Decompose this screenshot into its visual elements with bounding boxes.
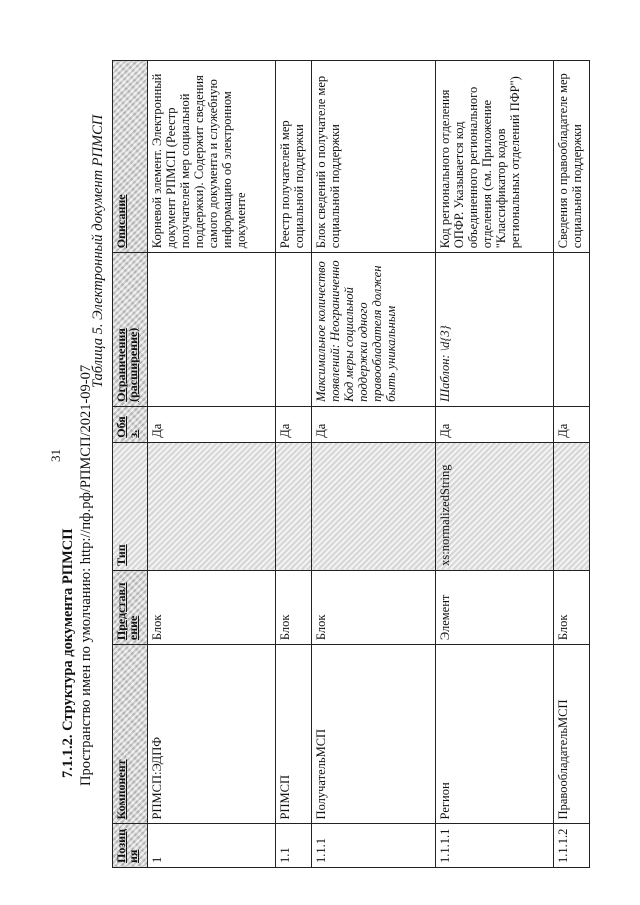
table-row (554, 61, 590, 868)
namespace-line: Пространство имен по умолчанию: http://пф.рф/РПМСП/2021-09-07 (78, 364, 94, 786)
cell-representation: Блок (148, 570, 276, 644)
cell-description: Реестр получателей мер социальной поддержки (276, 61, 312, 253)
header-component: Компонент (113, 645, 148, 824)
cell-representation: Элемент (436, 570, 554, 644)
cell-position: 1.1.1 (312, 824, 436, 868)
header-position: Позиц ия (113, 824, 148, 868)
cell-type (276, 442, 312, 570)
cell-component: РПМСП:ЭДПФ (148, 645, 276, 824)
header-restrictions: Ограничения (расширение) (113, 253, 148, 407)
cell-required: Да (554, 406, 590, 442)
cell-representation: Блок (312, 570, 436, 644)
cell-position: 1.1.1.2 (554, 824, 590, 868)
cell-description: Корневой элемент. Электронный документ РПМСП (Реестр получателей мер социальной поддержки). Содержит сведения самого документа и служебную информацию об электронном документе (148, 61, 276, 253)
cell-representation: Блок (554, 570, 590, 644)
table-row (148, 61, 276, 868)
cell-restrictions: Шаблон: \d{3} (436, 253, 554, 407)
cell-type: xs:normalizedString (436, 442, 554, 570)
header-representation: Представл ение (113, 570, 148, 644)
cell-type (148, 442, 276, 570)
table-header-row (113, 61, 148, 868)
cell-required: Да (312, 406, 436, 442)
header-required: Обя з. (113, 406, 148, 442)
cell-component: ПравообладательМСП (554, 645, 590, 824)
cell-component: Регион (436, 645, 554, 824)
table-caption: Таблица 5. Электронный документ РПМСП (90, 114, 106, 388)
cell-component: ПолучательМСП (312, 645, 436, 824)
structure-table (112, 60, 590, 868)
table-row (312, 61, 436, 868)
cell-restrictions (276, 253, 312, 407)
cell-type (312, 442, 436, 570)
cell-description: Код регионального отделения ОПФР. Указывается код объединенного регионального отделения (см. Приложение "Классификатор кодов региональных отделений ПФР") (436, 61, 554, 253)
cell-restrictions: Максимальное количество появлений: Неограниченно Код меры социальной поддержки одного правообладателя должен быть уникальным (312, 253, 436, 407)
cell-description: Блок сведений о получателе мер социальной поддержки (312, 61, 436, 253)
cell-required: Да (148, 406, 276, 442)
cell-position: 1.1 (276, 824, 312, 868)
cell-position: 1 (148, 824, 276, 868)
cell-representation: Блок (276, 570, 312, 644)
cell-type (554, 442, 590, 570)
cell-required: Да (436, 406, 554, 442)
section-heading: 7.1.1.2. Структура документа РПМСП (60, 528, 76, 778)
cell-description: Сведения о правообладателе мер социальной поддержки (554, 61, 590, 253)
cell-restrictions (554, 253, 590, 407)
table-row (436, 61, 554, 868)
cell-component: РПМСП (276, 645, 312, 824)
rotated-content (60, 48, 600, 878)
page-number: 31 (48, 449, 63, 462)
cell-required: Да (276, 406, 312, 442)
header-description: Описание (113, 61, 148, 253)
cell-restrictions (148, 253, 276, 407)
table-row (276, 61, 312, 868)
header-type: Тип (113, 442, 148, 570)
cell-position: 1.1.1.1 (436, 824, 554, 868)
